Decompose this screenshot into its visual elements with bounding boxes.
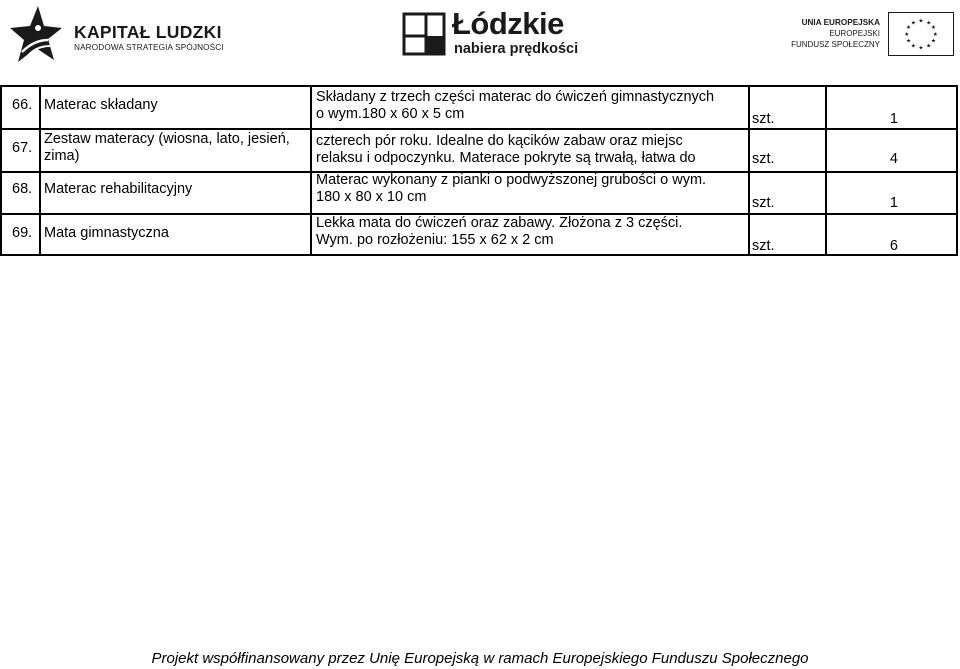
row-number: 68. xyxy=(12,181,33,197)
item-description xyxy=(316,133,746,174)
page-footer: Projekt współfinansowany przez Unię Europejską w ramach Europejskiego Funduszu Społecznego xyxy=(151,650,809,667)
item-description xyxy=(316,89,746,130)
kapital-ludzki-logo xyxy=(8,4,228,64)
svg-text:★: ★ xyxy=(918,18,924,25)
svg-text:★: ★ xyxy=(910,43,916,50)
description-line: Materac wykonany z pianki o podwyższonej grubości o wym. xyxy=(316,172,707,188)
item-quantity: 1 xyxy=(889,111,898,127)
lodzkie-logo xyxy=(402,8,602,62)
item-name: Materac składany xyxy=(44,97,158,113)
kapital-ludzki-subtitle: NARODOWA STRATEGIA SPÓJNOŚCI xyxy=(74,43,224,52)
svg-text:★: ★ xyxy=(906,38,912,45)
description-line: o wym.180 x 60 x 5 cm xyxy=(316,106,465,122)
table-row xyxy=(0,215,958,254)
item-name: Mata gimnastyczna xyxy=(44,225,169,241)
description-line: Lekka mata do ćwiczeń oraz zabawy. Złożona z 3 części. xyxy=(316,215,683,231)
page-header xyxy=(0,0,960,70)
description-line: czterech pór roku. Idealne do kącików zabaw oraz miejsc xyxy=(316,133,683,149)
eu-line-3: FUNDUSZ SPOŁECZNY xyxy=(791,40,880,49)
svg-text:★: ★ xyxy=(904,31,910,38)
description-line: Wym. po rozłożeniu: 155 x 62 x 2 cm xyxy=(316,232,554,248)
item-quantity: 1 xyxy=(889,195,898,211)
svg-text:★: ★ xyxy=(930,38,936,45)
item-unit: szt. xyxy=(752,238,775,254)
description-line: relaksu i odpoczynku. Materace pokryte są trwałą, łatwa do xyxy=(316,150,696,166)
svg-text:★: ★ xyxy=(926,43,932,50)
table-row xyxy=(0,173,958,213)
eu-flag-icon xyxy=(888,12,954,56)
row-number: 69. xyxy=(12,225,33,241)
description-line: 180 x 80 x 10 cm xyxy=(316,189,427,205)
item-description xyxy=(316,215,746,254)
item-quantity: 6 xyxy=(889,238,898,254)
lodzkie-mark-icon xyxy=(402,12,446,56)
item-name: Materac rehabilitacyjny xyxy=(44,181,193,197)
description-line: Składany z trzech części materac do ćwiczeń gimnastycznych xyxy=(316,89,715,105)
item-name-line: zima) xyxy=(44,148,80,164)
item-name-line: Zestaw materacy (wiosna, lato, jesień, xyxy=(44,131,290,147)
item-quantity: 4 xyxy=(889,151,898,167)
kapital-ludzki-star-icon xyxy=(8,4,62,64)
lodzkie-title: Łódzkie xyxy=(452,6,564,41)
row-number: 66. xyxy=(12,97,33,113)
row-number: 67. xyxy=(12,140,33,156)
item-unit: szt. xyxy=(752,151,775,167)
kapital-ludzki-title: KAPITAŁ LUDZKI xyxy=(74,22,222,42)
item-unit: szt. xyxy=(752,195,775,211)
table-row xyxy=(0,130,958,171)
eu-logo xyxy=(790,12,960,56)
item-unit: szt. xyxy=(752,111,775,127)
item-description xyxy=(316,172,746,212)
svg-text:★: ★ xyxy=(918,45,924,52)
table-row xyxy=(0,87,958,128)
item-name xyxy=(44,131,306,172)
svg-text:★: ★ xyxy=(906,25,912,32)
svg-text:★: ★ xyxy=(932,31,938,38)
svg-text:★: ★ xyxy=(930,25,936,32)
svg-text:★: ★ xyxy=(926,20,932,27)
eu-line-1: UNIA EUROPEJSKA xyxy=(801,18,880,27)
svg-text:★: ★ xyxy=(910,20,916,27)
lodzkie-subtitle: nabiera prędkości xyxy=(454,41,579,57)
eu-line-2: EUROPEJSKI xyxy=(829,29,880,38)
